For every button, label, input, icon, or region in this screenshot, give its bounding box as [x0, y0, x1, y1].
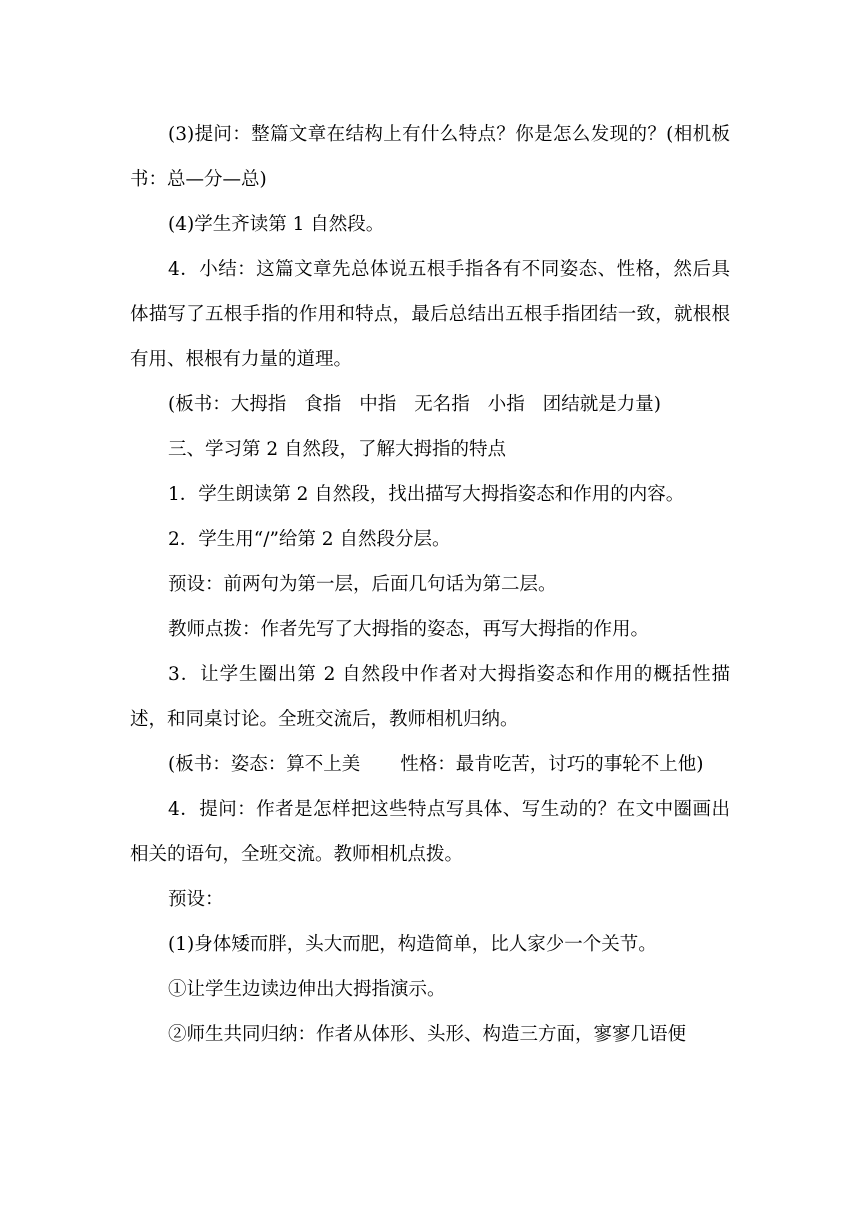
- paragraph-circle-one: ①让学生边读边伸出大拇指演示。: [168, 979, 446, 1000]
- board-part-little: 小指: [487, 394, 525, 415]
- paragraph-preset-label: 预设：: [168, 889, 224, 910]
- paragraph-read-aloud: (4)学生齐读第 1 自然段。: [168, 214, 385, 235]
- paragraph-circle-two: ②师生共同归纳：作者从体形、头形、构造三方面，寥寥几语便: [168, 1024, 687, 1045]
- board-part-index: 食指: [304, 394, 342, 415]
- document-page: [130, 112, 730, 1057]
- board-part-unity: 团结就是力量): [542, 394, 661, 415]
- paragraph-summary: 4．小结：这篇文章先总体说五根手指各有不同姿态、性格，然后具体描写了五根手指的作用和特点，最后总结出五根手指团结一致，就根根有用、根根有力量的道理。: [130, 259, 730, 370]
- board-part-posture: (板书：姿态：算不上美: [168, 754, 361, 775]
- paragraph-preset-one: (1)身体矮而胖，头大而肥，构造简单，比人家少一个关节。: [168, 934, 657, 955]
- paragraph-board-thumb-traits: [130, 742, 730, 787]
- paragraph-step-three: 3．让学生圈出第 2 自然段中作者对大拇指姿态和作用的概括性描述，和同桌讨论。全班交流后，教师相机归纳。: [130, 664, 730, 730]
- paragraph-step-one: 1．学生朗读第 2 自然段，找出描写大拇指姿态和作用的内容。: [168, 484, 685, 505]
- board-part-character: 性格：最肯吃苦，讨巧的事轮不上他): [400, 754, 704, 775]
- board-part-middle: 中指: [359, 394, 397, 415]
- paragraph-board-fingers: [130, 382, 730, 427]
- paragraph-preset-layers: 预设：前两句为第一层，后面几句话为第二层。: [168, 574, 557, 595]
- board-part-thumb: (板书：大拇指: [168, 394, 287, 415]
- section-heading-three: 三、学习第 2 自然段，了解大拇指的特点: [168, 439, 507, 460]
- paragraph-teacher-guidance: 教师点拨：作者先写了大拇指的姿态，再写大拇指的作用。: [168, 619, 650, 640]
- paragraph-question-structure: (3)提问：整篇文章在结构上有什么特点？你是怎么发现的？(相机板书：总—分—总): [130, 124, 730, 190]
- paragraph-step-two: 2．学生用“/”给第 2 自然段分层。: [168, 529, 451, 550]
- board-part-ring: 无名指: [414, 394, 470, 415]
- paragraph-step-four: 4．提问：作者是怎样把这些特点写具体、写生动的？在文中圈画出相关的语句，全班交流。教师相机点拨。: [130, 799, 730, 865]
